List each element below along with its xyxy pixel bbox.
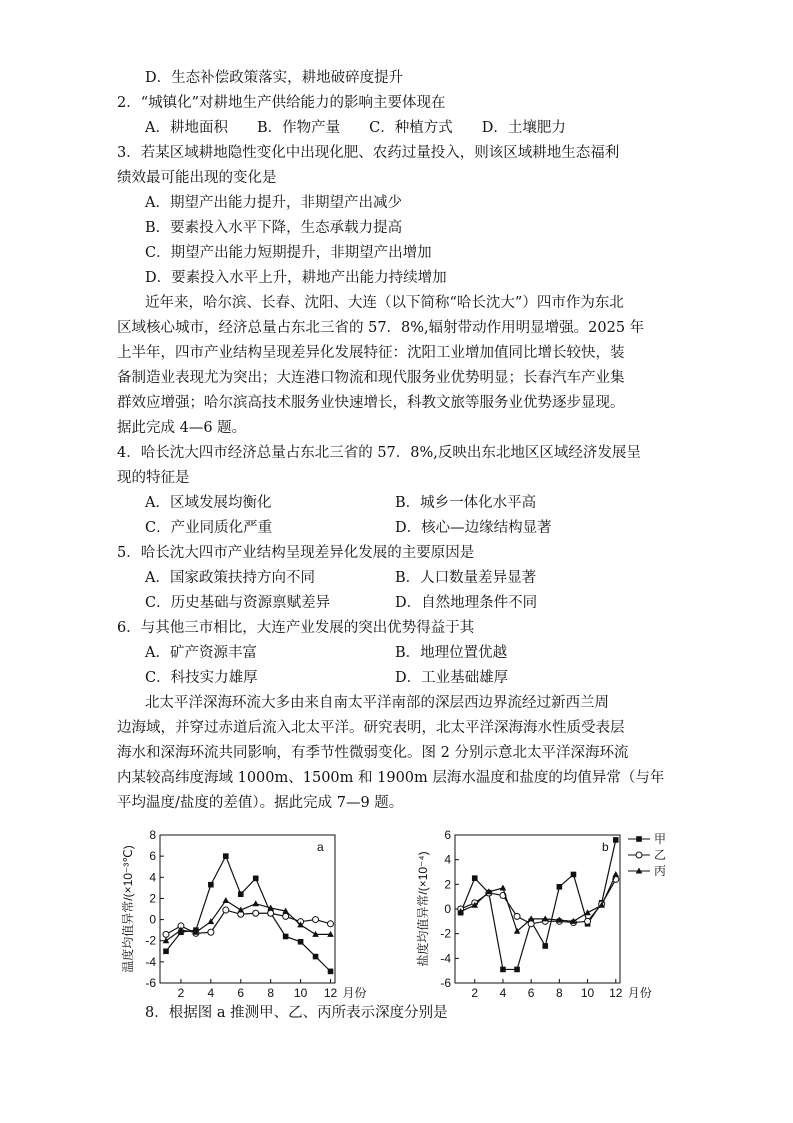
- text-line: A．矿产资源丰富: [145, 645, 257, 661]
- plot-frame: [160, 835, 335, 983]
- text-line: 边海域，并穿过赤道后流入北太平洋。研究表明，北太平洋深海海水性质受表层: [117, 720, 625, 736]
- y-tick-label: 6: [149, 849, 156, 864]
- x-tick-label: 2: [471, 986, 479, 1000]
- text-line: 内某较高纬度海域 1000m、1500m 和 1900m 层海水温度和盐度的均值异常（与年: [117, 770, 665, 786]
- chart-b-salinity: [405, 825, 690, 1005]
- series-line-乙: [166, 910, 331, 934]
- x-tick-label: 10: [580, 986, 595, 1000]
- y-tick-label: 2: [149, 891, 156, 906]
- data-point-丙: [612, 871, 619, 877]
- text-line: 8．根据图 a 推测甲、乙、丙所表示深度分别是: [145, 1005, 448, 1021]
- data-point-乙: [163, 931, 169, 937]
- text-line: B．人口数量差异显著: [395, 570, 537, 586]
- y-tick-label: -2: [440, 926, 451, 941]
- text-line: 备制造业表现尤为突出；大连港口物流和现代服务业优势明显；长春汽车产业集: [117, 370, 625, 386]
- data-point-甲: [557, 884, 563, 890]
- x-tick-label: 10: [293, 986, 308, 1000]
- x-axis-label: 月份: [627, 986, 652, 1000]
- text-line: C．期望产出能力短期提升，非期望产出增加: [145, 245, 432, 261]
- x-tick-label: 2: [177, 986, 185, 1000]
- data-point-丙: [584, 909, 591, 915]
- x-tick-label: 12: [609, 986, 623, 1000]
- data-point-乙: [223, 907, 229, 913]
- text-line: A．期望产出能力提升，非期望产出减少: [145, 195, 402, 211]
- text-line: B．城乡一体化水平高: [395, 495, 537, 511]
- text-line: D．工业基础雄厚: [395, 670, 509, 686]
- text-line: 北太平洋深海环流大多由来自南太平洋南部的深层西边界流经过新西兰周: [145, 695, 609, 711]
- text-line: 3．若某区域耕地隐性变化中出现化肥、农药过量投入，则该区域耕地生态福利: [117, 145, 620, 161]
- data-point-丙: [252, 900, 259, 906]
- text-line: 海水和深海环流共同影响，有季节性微弱变化。图 2 分别示意北太平洋深海环流: [117, 745, 629, 761]
- data-point-甲: [298, 939, 304, 945]
- data-point-甲: [223, 853, 229, 859]
- data-point-乙: [328, 921, 334, 927]
- text-line: D．核心—边缘结构显著: [395, 520, 552, 536]
- data-point-丙: [500, 885, 507, 891]
- data-point-甲: [313, 954, 319, 960]
- data-point-甲: [571, 872, 577, 878]
- legend-marker-甲: [636, 836, 642, 842]
- y-tick-label: 8: [149, 828, 156, 842]
- legend-marker-乙: [636, 852, 642, 858]
- data-point-乙: [283, 913, 289, 919]
- x-tick-label: 8: [556, 986, 563, 1000]
- y-tick-label: 0: [444, 902, 451, 916]
- y-axis-label: 盐度均值异常/(×10⁻⁴): [416, 851, 430, 967]
- data-point-甲: [238, 891, 244, 897]
- text-line: A．区域发展均衡化: [145, 495, 272, 511]
- y-tick-label: -6: [440, 976, 451, 990]
- data-point-甲: [514, 967, 520, 973]
- text-line: C．科技实力雄厚: [145, 670, 258, 686]
- x-tick-label: 12: [323, 986, 338, 1000]
- text-line: 区域核心城市，经济总量占东北三省的 57．8%,辐射带动作用明显增强。2025 年: [117, 320, 645, 336]
- text-line: 平均温度/盐度的差值）。据此完成 7—9 题。: [117, 795, 404, 811]
- y-tick-label: 2: [444, 877, 451, 892]
- data-point-丙: [223, 897, 230, 903]
- data-point-乙: [528, 921, 534, 927]
- data-point-甲: [208, 882, 214, 888]
- text-line: 群效应增强；哈尔滨高技术服务业快速增长，科教文旅等服务业优势逐步显现。: [117, 395, 625, 411]
- data-point-甲: [283, 934, 289, 940]
- text-line: 据此完成 4—6 题。: [117, 420, 247, 436]
- text-line: 绩效最可能出现的变化是: [117, 170, 277, 186]
- y-tick-label: -4: [145, 954, 156, 969]
- text-line: C．历史基础与资源禀赋差异: [145, 595, 331, 611]
- y-tick-label: -4: [440, 951, 451, 966]
- x-tick-label: 8: [267, 986, 275, 1000]
- data-point-乙: [208, 929, 214, 935]
- text-line: 6．与其他三市相比，大连产业发展的突出优势得益于其: [117, 620, 475, 636]
- text-line: D．要素投入水平上升，耕地产出能力持续增加: [145, 270, 447, 286]
- x-tick-label: 4: [499, 986, 507, 1000]
- text-line: A．耕地面积 B．作物产量 C．种植方式 D．土壤肥力: [145, 120, 566, 136]
- panel-label: a: [317, 840, 324, 854]
- text-line: 近年来，哈尔滨、长春、沈阳、大连（以下简称“哈长沈大”）四市作为东北: [145, 295, 624, 311]
- text-line: D．自然地理条件不同: [395, 595, 538, 611]
- data-point-乙: [253, 910, 259, 916]
- legend-label-乙: 乙: [654, 848, 667, 862]
- legend-label-甲: 甲: [654, 832, 667, 846]
- y-tick-label: 0: [149, 912, 156, 927]
- data-point-乙: [313, 917, 319, 923]
- series-line-甲: [461, 840, 616, 970]
- text-line: 2．“城镇化”对耕地生产供给能力的影响主要体现在: [117, 95, 446, 111]
- y-axis-label: 温度均值异常/(×10⁻³℃): [121, 845, 135, 973]
- text-line: C．产业同质化严重: [145, 520, 273, 536]
- x-tick-label: 6: [237, 986, 245, 1000]
- data-point-甲: [500, 967, 506, 973]
- y-tick-label: 4: [149, 870, 156, 885]
- y-tick-label: 6: [444, 828, 451, 842]
- data-point-乙: [268, 910, 274, 916]
- text-line: 上半年，四市产业结构呈现差异化发展特征：沈阳工业增加值同比增长较快，装: [117, 345, 625, 361]
- text-line: 4．哈长沈大四市经济总量占东北三省的 57．8%,反映出东北地区区域经济发展呈: [117, 445, 641, 461]
- text-line: 5．哈长沈大四市产业结构呈现差异化发展的主要原因是: [117, 545, 475, 561]
- text-line: B．要素投入水平下降，生态承载力提高: [145, 220, 403, 236]
- data-point-甲: [542, 943, 548, 949]
- data-point-甲: [253, 876, 259, 882]
- chart-a-temperature: [110, 825, 367, 1005]
- x-tick-label: 6: [527, 986, 535, 1000]
- y-tick-label: -6: [145, 976, 156, 990]
- panel-label: b: [602, 840, 609, 854]
- text-line: 现的特征是: [117, 470, 190, 486]
- legend-label-丙: 丙: [654, 864, 667, 878]
- x-axis-label: 月份: [342, 986, 367, 1000]
- data-point-乙: [514, 913, 520, 919]
- data-point-甲: [163, 948, 169, 954]
- data-point-甲: [472, 875, 478, 881]
- x-tick-label: 4: [207, 986, 215, 1000]
- data-point-甲: [328, 969, 334, 975]
- text-line: A．国家政策扶持方向不同: [145, 570, 315, 586]
- data-point-乙: [585, 918, 591, 924]
- y-tick-label: -2: [145, 933, 156, 948]
- text-line: D．生态补偿政策落实，耕地破碎度提升: [145, 70, 404, 86]
- text-line: B．地理位置优越: [395, 645, 508, 661]
- data-point-甲: [613, 837, 619, 843]
- y-tick-label: 4: [444, 852, 451, 867]
